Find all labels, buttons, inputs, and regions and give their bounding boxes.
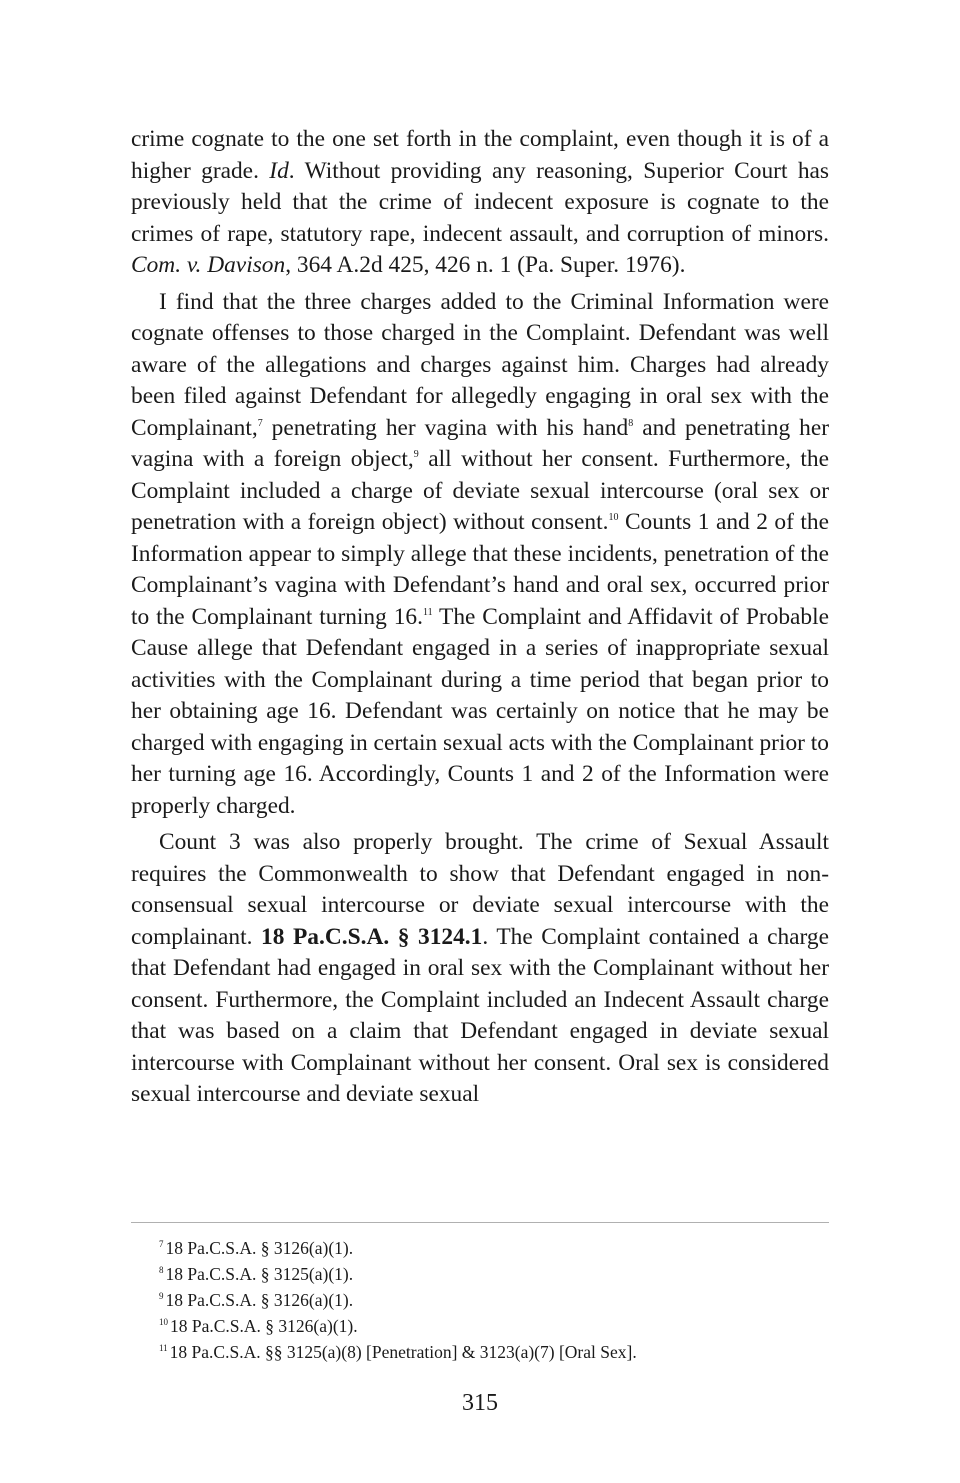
text-run: I find that the three charges added to the Criminal Information were cognate offenses to those charged in the Complaint. Defendant was well aware of the allegations and charges against him. Charges had already been filed against Defendant for allegedly engaging in oral sex with the Complainant, — [131, 288, 829, 441]
footnote — [159, 1261, 829, 1287]
footnote-text: 18 Pa.C.S.A. § 3126(a)(1). — [165, 1238, 354, 1258]
page-number: 315 — [462, 1390, 498, 1416]
footnote-text: 18 Pa.C.S.A. § 3126(a)(1). — [165, 1290, 354, 1310]
footnote-number: 9 — [159, 1291, 164, 1301]
text-run: . Without providing any reasoning, Superior Court has previously held that the crime of indecent exposure is cognate to the crimes of rape, statutory rape, indecent assault, and corruption of minors. — [131, 157, 829, 247]
footnote-number: 11 — [159, 1343, 168, 1353]
paragraph — [131, 124, 829, 282]
footnote-reference: 7 — [257, 417, 263, 429]
footnote-reference: 11 — [422, 606, 433, 618]
text-run: all without her consent. Furthermore, the Complaint included a charge of deviate sexual intercourse (oral sex or penetration with a foreign object) without consent. — [131, 446, 830, 535]
paragraph — [131, 827, 829, 1111]
paragraph — [131, 287, 829, 823]
footnote-number: 8 — [159, 1265, 164, 1275]
statute-citation: 18 Pa.C.S.A. § 3124.1 — [261, 923, 483, 950]
footnote — [159, 1235, 829, 1261]
text-run: and penetrating her vagina with a foreign object, — [131, 414, 829, 472]
footnote-text: 18 Pa.C.S.A. §§ 3125(a)(8) [Penetration] & 3123(a)(7) [Oral Sex]. — [169, 1342, 637, 1362]
footnotes — [159, 1235, 829, 1365]
text-run: penetrating her vagina with his hand — [262, 414, 629, 441]
footnote-reference: 9 — [413, 449, 419, 460]
footnote-text: 18 Pa.C.S.A. § 3125(a)(1). — [165, 1264, 354, 1284]
text-run: Counts 1 and 2 of the Information appear to simply allege that these incidents, penetration of the Complainant’s vagina with Defendant’s hand and oral sex, occurred prior to the Complainant turning 16. — [131, 509, 829, 630]
case-citation: Com. v. Davison — [131, 252, 286, 278]
footnote — [159, 1313, 829, 1339]
footnote-number: 7 — [159, 1239, 164, 1249]
text-run: , 364 A.2d 425, 426 n. 1 (Pa. Super. 1976). — [285, 252, 686, 278]
text-run: The Complaint and Affidavit of Probable Cause allege that Defendant engaged in a series of inappropriate sexual activities with the Complainant during a time period that began prior to her obtaining age 16. Defendant was certainly on notice that he may be charged with engaging in certain sexual acts with the Complainant prior to her turning age 16. Accordingly, Counts 1 and 2 of the Information were properly charged. — [131, 603, 829, 819]
case-citation: Id — [269, 157, 289, 184]
footnote-reference: 8 — [628, 417, 634, 429]
footnote-number: 10 — [159, 1317, 168, 1327]
footnote-separator — [131, 1222, 829, 1223]
body-text — [131, 124, 829, 1111]
footnote-reference: 10 — [608, 512, 619, 523]
footnote-text: 18 Pa.C.S.A. § 3126(a)(1). — [170, 1316, 358, 1336]
text-run: Count 3 was also properly brought. The crime of Sexual Assault requires the Commonwealth to show that Defendant engaged in nonconsensual sexual intercourse or deviate sexual intercourse with the complainant. — [131, 829, 829, 950]
footnote — [159, 1287, 829, 1313]
text-run: crime cognate to the one set forth in the complaint, even though it is of a higher grade. — [131, 126, 829, 184]
footnote — [159, 1339, 829, 1365]
text-run: . The Complaint contained a charge that Defendant had engaged in oral sex with the Complainant without her consent. Furthermore, the Complaint included an Indecent Assault charge that was based on a claim that Defendant engaged in deviate sexual intercourse with Complainant without her consent. Oral sex is considered sexual intercourse and deviate sexual — [131, 923, 830, 1107]
